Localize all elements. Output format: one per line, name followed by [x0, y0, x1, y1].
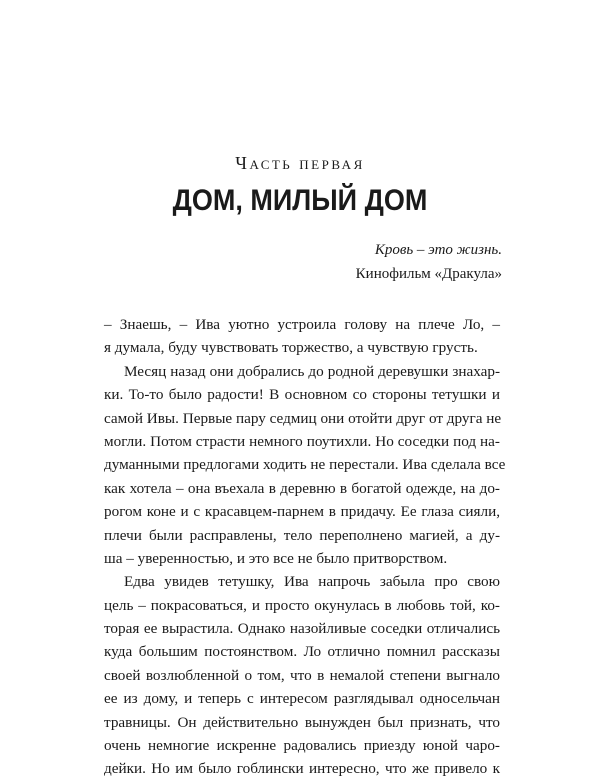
text-line: Месяц назад они добрались до родной деревушки знахар- — [124, 362, 500, 380]
text-line: ша – уверенностью, и это все не было притворством. — [104, 549, 448, 567]
text-line: я думала, буду чувствовать торжество, а чувствую грусть. — [104, 339, 478, 357]
part-label: Часть первая — [235, 153, 365, 173]
text-line: дейки. Но им было гоблински интересно, что же привело к — [104, 760, 500, 778]
text-line: могли. Потом страсти немного поутихли. Но соседки под на- — [104, 432, 500, 450]
text-line: рогом коне и с красавцем-парнем в придачу. Ее глаза сияли, — [104, 503, 500, 521]
text-line: торая ее вырастила. Однако назойливые соседки отличались — [104, 620, 500, 638]
body-text — [104, 313, 506, 781]
text-line: цель – покрасоваться, и просто окунулась в любовь той, ко- — [104, 596, 500, 614]
text-line: самой Ивы. Первые пару седмиц они отойти друг от друга не — [104, 409, 502, 427]
text-line: как хотела – она въехала в деревню в богатой одежде, на до- — [104, 479, 500, 497]
text-line: Едва увидев тетушку, Ива напрочь забыла про свою — [124, 573, 500, 591]
text-line: ки. То-то было радости! В основном со стороны тетушки и — [104, 386, 500, 404]
epigraph — [356, 238, 502, 286]
text-line: куда большим постоянством. Ло отлично помнил рассказы — [104, 643, 500, 661]
text-line: – Знаешь, – Ива уютно устроила голову на плече Ло, – — [104, 316, 500, 333]
epigraph-source: Кинофильм «Дракула» — [355, 266, 502, 282]
epigraph-quote: Кровь – это жизнь. — [374, 242, 502, 258]
chapter-title: ДОМ, МИЛЫЙ ДОМ — [172, 184, 428, 217]
text-line: ее из дому, и теперь с интересом разглядывал односельчан — [104, 690, 500, 708]
text-line: своей возлюбленной о том, что в немалой степени выгнало — [104, 666, 500, 684]
text-line: плечи были расправлены, тело переполнено магией, а ду- — [104, 526, 500, 544]
text-line: думанными предлогами ходить не перестали. Ива сделала все — [104, 456, 506, 474]
text-line: очень немногие искренне радовались приезду юной чаро- — [104, 737, 500, 755]
text-line: травницы. Он действительно вынужден был признать, что — [104, 713, 500, 731]
